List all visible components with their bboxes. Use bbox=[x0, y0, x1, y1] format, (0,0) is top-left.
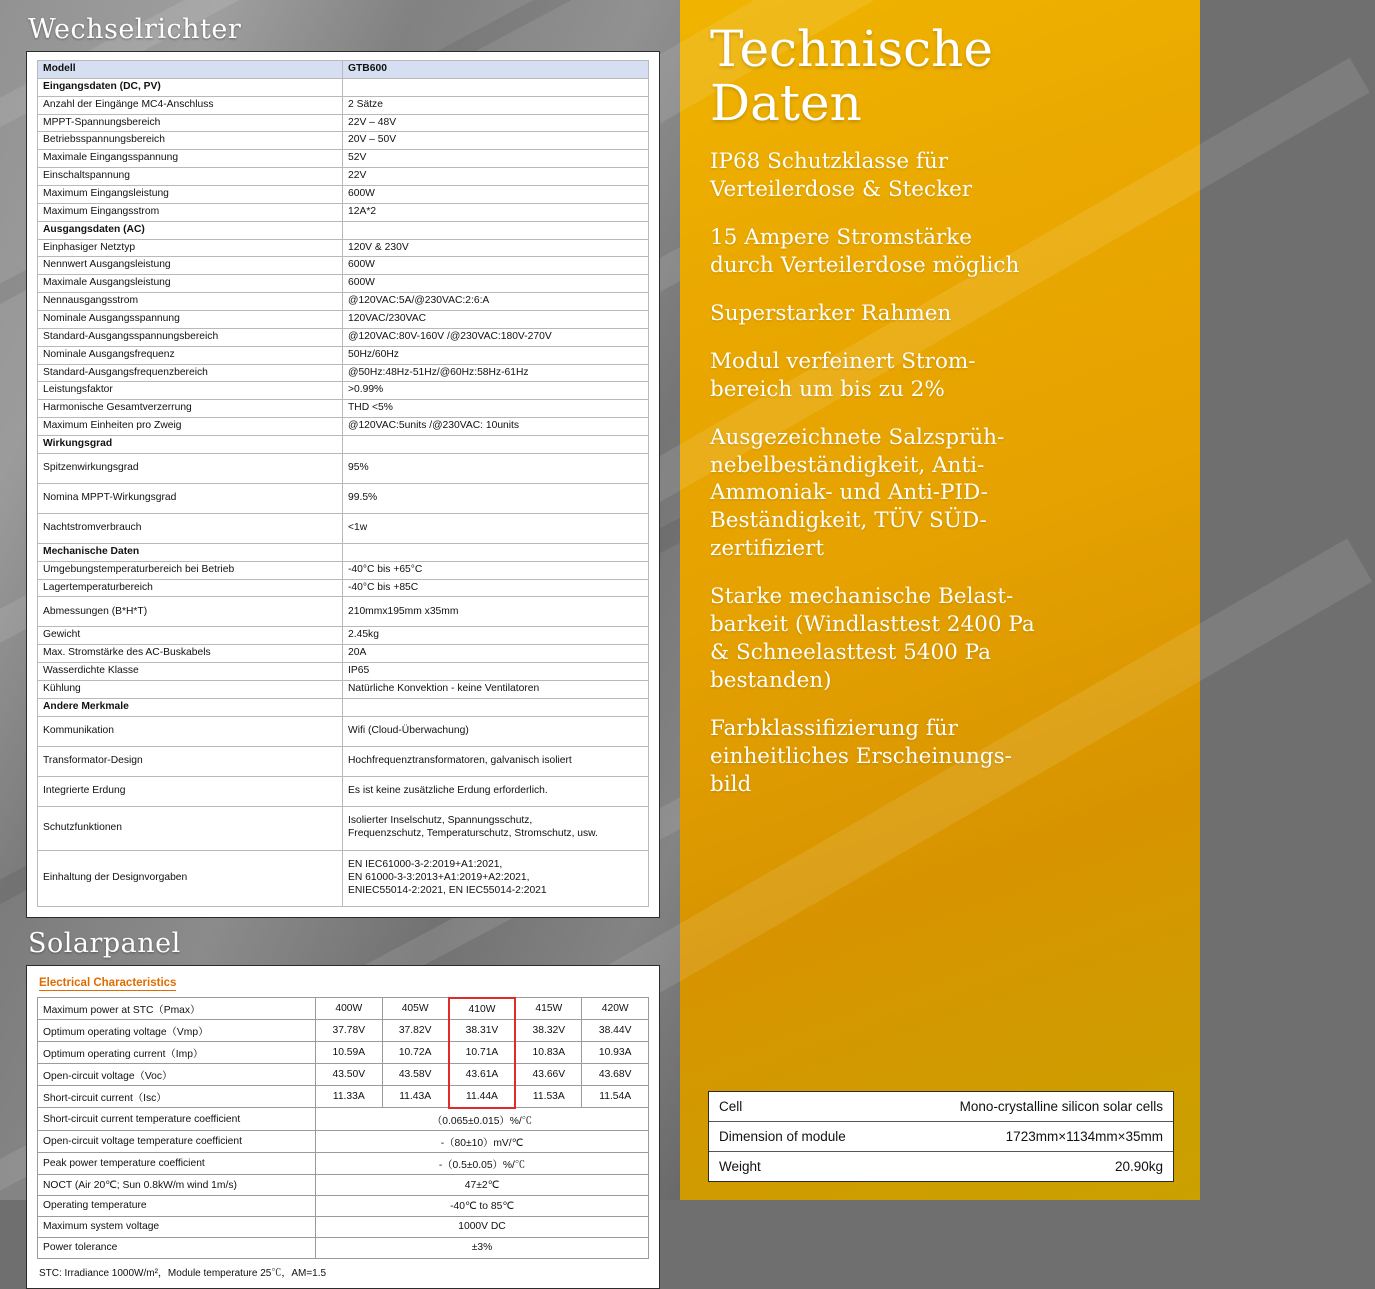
solar-value-cell: 11.53A bbox=[515, 1086, 582, 1108]
table-row bbox=[38, 186, 649, 204]
spec-value-cell: 210mmx195mm x35mm bbox=[343, 597, 649, 627]
feature-bullet: 15 Ampere Stromstärke durch Verteilerdose möglich bbox=[710, 224, 1020, 278]
spec-label-cell: Standard-Ausgangsspannungsbereich bbox=[38, 328, 343, 346]
table-row bbox=[38, 663, 649, 681]
spec-value-cell: 12A*2 bbox=[343, 203, 649, 221]
table-row bbox=[38, 1130, 649, 1152]
module-value-cell: 1723mm×1134mm×35mm bbox=[899, 1122, 1173, 1152]
right-panel-title-line1: Technische bbox=[710, 20, 993, 78]
table-row bbox=[38, 114, 649, 132]
solar-value-cell: 10.83A bbox=[515, 1042, 582, 1064]
table-row bbox=[38, 746, 649, 776]
solar-label-cell: Optimum operating current（Imp） bbox=[38, 1042, 316, 1064]
table-row bbox=[38, 453, 649, 483]
table-row bbox=[38, 1152, 649, 1174]
module-summary-table bbox=[709, 1092, 1173, 1181]
module-label-cell: Weight bbox=[719, 1159, 761, 1174]
spec-label-cell: Wasserdichte Klasse bbox=[38, 663, 343, 681]
spec-value-cell: 120V & 230V bbox=[343, 239, 649, 257]
feature-bullet: IP68 Schutzklasse für Verteilerdose & Stecker bbox=[710, 149, 973, 202]
solar-value-cell: 405W bbox=[382, 998, 449, 1020]
spec-label-cell: Spitzenwirkungsgrad bbox=[38, 453, 343, 483]
spec-label-cell: Kühlung bbox=[38, 681, 343, 699]
spec-value-cell: 52V bbox=[343, 150, 649, 168]
spec-value-cell bbox=[343, 436, 649, 454]
table-group-row bbox=[38, 436, 649, 454]
left-panel bbox=[0, 0, 680, 1279]
table-row bbox=[709, 1152, 1173, 1182]
spec-value-cell: -40°C bis +65°C bbox=[343, 561, 649, 579]
spec-label-cell: Ausgangsdaten (AC) bbox=[38, 221, 343, 239]
spec-label-cell: Harmonische Gesamtverzerrung bbox=[38, 400, 343, 418]
solar-value-cell: 37.78V bbox=[316, 1020, 383, 1042]
spec-value-cell: 99.5% bbox=[343, 483, 649, 513]
table-row bbox=[38, 364, 649, 382]
spec-value-cell: 2 Sätze bbox=[343, 96, 649, 114]
solar-value-cell: 37.82V bbox=[382, 1020, 449, 1042]
spec-value-cell bbox=[343, 221, 649, 239]
spec-label-cell: Kommunikation bbox=[38, 716, 343, 746]
spec-value-cell: <1w bbox=[343, 513, 649, 543]
spec-value-cell: 600W bbox=[343, 257, 649, 275]
spec-label-cell: Nachtstromverbrauch bbox=[38, 513, 343, 543]
spec-value-cell: Hochfrequenztransformatoren, galvanisch isoliert bbox=[343, 746, 649, 776]
right-panel-title bbox=[710, 22, 1174, 130]
table-row bbox=[38, 597, 649, 627]
spec-value-cell bbox=[343, 698, 649, 716]
spec-value-cell: -40°C bis +85C bbox=[343, 579, 649, 597]
spec-value-cell: 2.45kg bbox=[343, 627, 649, 645]
stc-footnote: STC: Irradiance 1000W/m²，Module temperature 25℃，AM=1.5 bbox=[39, 1267, 327, 1279]
solar-label-cell: Short-circuit current（Isc） bbox=[38, 1086, 316, 1108]
table-row bbox=[38, 1064, 649, 1086]
table-row bbox=[38, 513, 649, 543]
table-row bbox=[38, 1195, 649, 1216]
spec-value-cell bbox=[343, 78, 649, 96]
solar-label-cell: Power tolerance bbox=[38, 1237, 316, 1258]
solar-label-cell: Open-circuit voltage temperature coefficient bbox=[38, 1130, 316, 1152]
inverter-spec-table-container bbox=[26, 51, 660, 918]
spec-label-cell: Schutzfunktionen bbox=[38, 806, 343, 850]
table-row bbox=[38, 645, 649, 663]
module-value-cell: 20.90kg bbox=[1114, 1159, 1163, 1174]
spec-value-cell: 120VAC/230VAC bbox=[343, 311, 649, 329]
table-row bbox=[38, 1174, 649, 1195]
table-row bbox=[38, 998, 649, 1020]
solar-section-title: Solarpanel bbox=[28, 927, 181, 959]
solar-value-cell: 415W bbox=[515, 998, 582, 1020]
solar-value-cell-highlighted: 10.71A bbox=[449, 1042, 516, 1064]
spec-label-cell: Maximum Eingangsstrom bbox=[38, 203, 343, 221]
solar-label-cell: Maximum power at STC（Pmax） bbox=[38, 998, 316, 1020]
spec-value-cell: 95% bbox=[343, 453, 649, 483]
table-header-cell: GTB600 bbox=[343, 61, 649, 79]
solar-value-cell: 10.93A bbox=[582, 1042, 649, 1064]
table-row bbox=[709, 1122, 1173, 1152]
spec-value-cell bbox=[343, 543, 649, 561]
spec-label-cell: Einschaltspannung bbox=[38, 168, 343, 186]
spec-label-cell: Integrierte Erdung bbox=[38, 776, 343, 806]
spec-label-cell: Nominale Ausgangsfrequenz bbox=[38, 346, 343, 364]
spec-label-cell: Maximum Eingangsleistung bbox=[38, 186, 343, 204]
inverter-spec-table bbox=[37, 60, 649, 907]
solar-value-cell: 11.54A bbox=[582, 1086, 649, 1108]
spec-label-cell: Anzahl der Eingänge MC4-Anschluss bbox=[38, 96, 343, 114]
feature-bullet: Farbklassifizierung für einheitliches Erscheinungs- bild bbox=[710, 716, 1012, 797]
solar-label-cell: Open-circuit voltage（Voc） bbox=[38, 1064, 316, 1086]
solar-value-cell: 11.33A bbox=[316, 1086, 383, 1108]
table-row bbox=[38, 850, 649, 906]
spec-label-cell: Maximum Einheiten pro Zweig bbox=[38, 418, 343, 436]
spec-value-cell: 20A bbox=[343, 645, 649, 663]
spec-value-cell: 600W bbox=[343, 186, 649, 204]
electrical-characteristics-title: Electrical Characteristics bbox=[39, 976, 177, 989]
module-label-cell: Cell bbox=[709, 1092, 899, 1122]
spec-value-cell: 22V bbox=[343, 168, 649, 186]
solar-value-cell: 1000V DC bbox=[316, 1216, 649, 1237]
feature-bullet: Modul verfeinert Strom- bereich um bis zu 2% bbox=[710, 348, 976, 402]
table-row bbox=[38, 239, 649, 257]
spec-label-cell: Nennausgangsstrom bbox=[38, 293, 343, 311]
table-row bbox=[38, 382, 649, 400]
table-row bbox=[38, 418, 649, 436]
spec-label-cell: Umgebungstemperaturbereich bei Betrieb bbox=[38, 561, 343, 579]
spec-label-cell: Maximale Eingangsspannung bbox=[38, 150, 343, 168]
table-row bbox=[38, 1042, 649, 1064]
spec-value-cell: @120VAC:5units /@230VAC: 10units bbox=[343, 418, 649, 436]
solar-value-cell: 11.43A bbox=[382, 1086, 449, 1108]
solar-value-cell-highlighted: 11.44A bbox=[449, 1086, 516, 1108]
solar-value-cell: 38.32V bbox=[515, 1020, 582, 1042]
module-value-cell: Mono-crystalline silicon solar cells bbox=[899, 1092, 1173, 1122]
table-row bbox=[38, 561, 649, 579]
spec-label-cell: Abmessungen (B*H*T) bbox=[38, 597, 343, 627]
spec-label-cell: Leistungsfaktor bbox=[38, 382, 343, 400]
solar-label-cell: Operating temperature bbox=[38, 1195, 316, 1216]
table-row bbox=[38, 257, 649, 275]
table-row bbox=[38, 275, 649, 293]
table-row bbox=[38, 681, 649, 699]
solar-value-cell: -（0.5±0.05）%/℃ bbox=[316, 1152, 649, 1174]
spec-label-cell: Maximale Ausgangsleistung bbox=[38, 275, 343, 293]
solar-value-cell-highlighted: 410W bbox=[449, 998, 516, 1020]
table-row bbox=[38, 579, 649, 597]
right-panel-title-line2: Daten bbox=[710, 74, 862, 132]
solar-value-cell: 38.44V bbox=[582, 1020, 649, 1042]
solar-value-cell: 43.66V bbox=[515, 1064, 582, 1086]
spec-value-cell: 600W bbox=[343, 275, 649, 293]
spec-label-cell: Eingangsdaten (DC, PV) bbox=[38, 78, 343, 96]
spec-value-cell: Natürliche Konvektion - keine Ventilatoren bbox=[343, 681, 649, 699]
table-row bbox=[38, 150, 649, 168]
table-group-row bbox=[38, 221, 649, 239]
solar-value-cell-highlighted: 43.61A bbox=[449, 1064, 516, 1086]
solar-value-cell: 10.72A bbox=[382, 1042, 449, 1064]
spec-value-cell: Isolierter Inselschutz, Spannungsschutz, Frequenzschutz, Temperaturschutz, Stromschutz, usw. bbox=[343, 806, 649, 850]
spec-value-cell: Wifi (Cloud-Überwachung) bbox=[343, 716, 649, 746]
table-row bbox=[38, 203, 649, 221]
table-group-row bbox=[38, 543, 649, 561]
solar-label-cell: Optimum operating voltage（Vmp） bbox=[38, 1020, 316, 1042]
spec-label-cell: Einphasiger Netztyp bbox=[38, 239, 343, 257]
feature-bullet: Superstarker Rahmen bbox=[710, 300, 952, 326]
spec-label-cell: MPPT-Spannungsbereich bbox=[38, 114, 343, 132]
table-row bbox=[38, 293, 649, 311]
table-row bbox=[38, 1086, 649, 1108]
spec-label-cell: Andere Merkmale bbox=[38, 698, 343, 716]
table-row bbox=[38, 776, 649, 806]
solar-spec-table-container bbox=[26, 965, 660, 1289]
feature-bullet: Starke mechanische Belast- barkeit (Windlasttest 2400 Pa & Schneelasttest 5400 Pa bestanden) bbox=[710, 584, 1035, 694]
spec-value-cell: 50Hz/60Hz bbox=[343, 346, 649, 364]
table-row bbox=[38, 627, 649, 645]
table-row bbox=[38, 311, 649, 329]
table-row bbox=[38, 400, 649, 418]
spec-value-cell: @50Hz:48Hz-51Hz/@60Hz:58Hz-61Hz bbox=[343, 364, 649, 382]
solar-value-cell: 43.68V bbox=[582, 1064, 649, 1086]
solar-value-cell: 10.59A bbox=[316, 1042, 383, 1064]
inverter-section-title: Wechselrichter bbox=[28, 14, 242, 45]
spec-value-cell: Es ist keine zusätzliche Erdung erforderlich. bbox=[343, 776, 649, 806]
spec-label-cell: Transformator-Design bbox=[38, 746, 343, 776]
solar-value-cell: -（80±10）mV/℃ bbox=[316, 1130, 649, 1152]
solar-value-cell: 43.50V bbox=[316, 1064, 383, 1086]
table-row bbox=[38, 132, 649, 150]
spec-value-cell: @120VAC:80V-160V /@230VAC:180V-270V bbox=[343, 328, 649, 346]
solar-value-cell: 420W bbox=[582, 998, 649, 1020]
solar-value-cell: 47±2℃ bbox=[316, 1174, 649, 1195]
table-row bbox=[38, 1237, 649, 1258]
solar-value-cell: （0.065±0.015）%/℃ bbox=[316, 1108, 649, 1131]
spec-label-cell: Nomina MPPT-Wirkungsgrad bbox=[38, 483, 343, 513]
table-row bbox=[38, 716, 649, 746]
table-row bbox=[38, 96, 649, 114]
spec-value-cell: THD <5% bbox=[343, 400, 649, 418]
solar-label-cell: Peak power temperature coefficient bbox=[38, 1152, 316, 1174]
spec-value-cell: 20V – 50V bbox=[343, 132, 649, 150]
module-label-cell: Dimension of module bbox=[709, 1122, 899, 1152]
spec-label-cell: Max. Stromstärke des AC-Buskabels bbox=[38, 645, 343, 663]
solar-value-cell: 400W bbox=[316, 998, 383, 1020]
spec-label-cell: Nominale Ausgangsspannung bbox=[38, 311, 343, 329]
table-group-row bbox=[38, 78, 649, 96]
spec-label-cell: Einhaltung der Designvorgaben bbox=[38, 850, 343, 906]
spec-label-cell: Standard-Ausgangsfrequenzbereich bbox=[38, 364, 343, 382]
table-group-row bbox=[38, 698, 649, 716]
right-panel bbox=[680, 0, 1200, 1200]
spec-value-cell: 22V – 48V bbox=[343, 114, 649, 132]
spec-value-cell: @120VAC:5A/@230VAC:2:6:A bbox=[343, 293, 649, 311]
solar-value-cell: -40℃ to 85℃ bbox=[316, 1195, 649, 1216]
solar-spec-table bbox=[37, 997, 649, 1259]
table-row bbox=[38, 1108, 649, 1131]
spec-label-cell: Mechanische Daten bbox=[38, 543, 343, 561]
solar-label-cell: NOCT (Air 20℃; Sun 0.8kW/m wind 1m/s) bbox=[38, 1174, 316, 1195]
spec-value-cell: >0.99% bbox=[343, 382, 649, 400]
table-row bbox=[38, 1216, 649, 1237]
table-row bbox=[38, 1020, 649, 1042]
table-row bbox=[38, 806, 649, 850]
table-header-cell: Modell bbox=[38, 61, 343, 79]
spec-label-cell: Wirkungsgrad bbox=[38, 436, 343, 454]
solar-label-cell: Maximum system voltage bbox=[38, 1216, 316, 1237]
feature-bullet: Ausgezeichnete Salzsprüh- nebelbeständigkeit, Anti- Ammoniak- und Anti-PID- Beständigkeit, TÜV SÜD- zertifiziert bbox=[710, 424, 1005, 562]
solar-label-cell: Short-circuit current temperature coefficient bbox=[38, 1108, 316, 1131]
table-row bbox=[38, 328, 649, 346]
spec-value-cell: EN IEC61000-3-2:2019+A1:2021, EN 61000-3-3:2013+A1:2019+A2:2021, ENIEC55014-2:2021, EN IEC55014-2:2021 bbox=[343, 850, 649, 906]
spec-label-cell: Betriebsspannungsbereich bbox=[38, 132, 343, 150]
table-header-row bbox=[38, 61, 649, 79]
solar-value-cell: ±3% bbox=[316, 1237, 649, 1258]
spec-value-cell: IP65 bbox=[343, 663, 649, 681]
table-row bbox=[709, 1092, 1173, 1122]
solar-value-cell-highlighted: 38.31V bbox=[449, 1020, 516, 1042]
spec-label-cell: Lagertemperaturbereich bbox=[38, 579, 343, 597]
spec-label-cell: Nennwert Ausgangsleistung bbox=[38, 257, 343, 275]
spec-label-cell: Gewicht bbox=[38, 627, 343, 645]
table-row bbox=[38, 168, 649, 186]
module-summary-table-container bbox=[708, 1091, 1174, 1182]
table-row bbox=[38, 346, 649, 364]
table-row bbox=[38, 483, 649, 513]
solar-value-cell: 43.58V bbox=[382, 1064, 449, 1086]
